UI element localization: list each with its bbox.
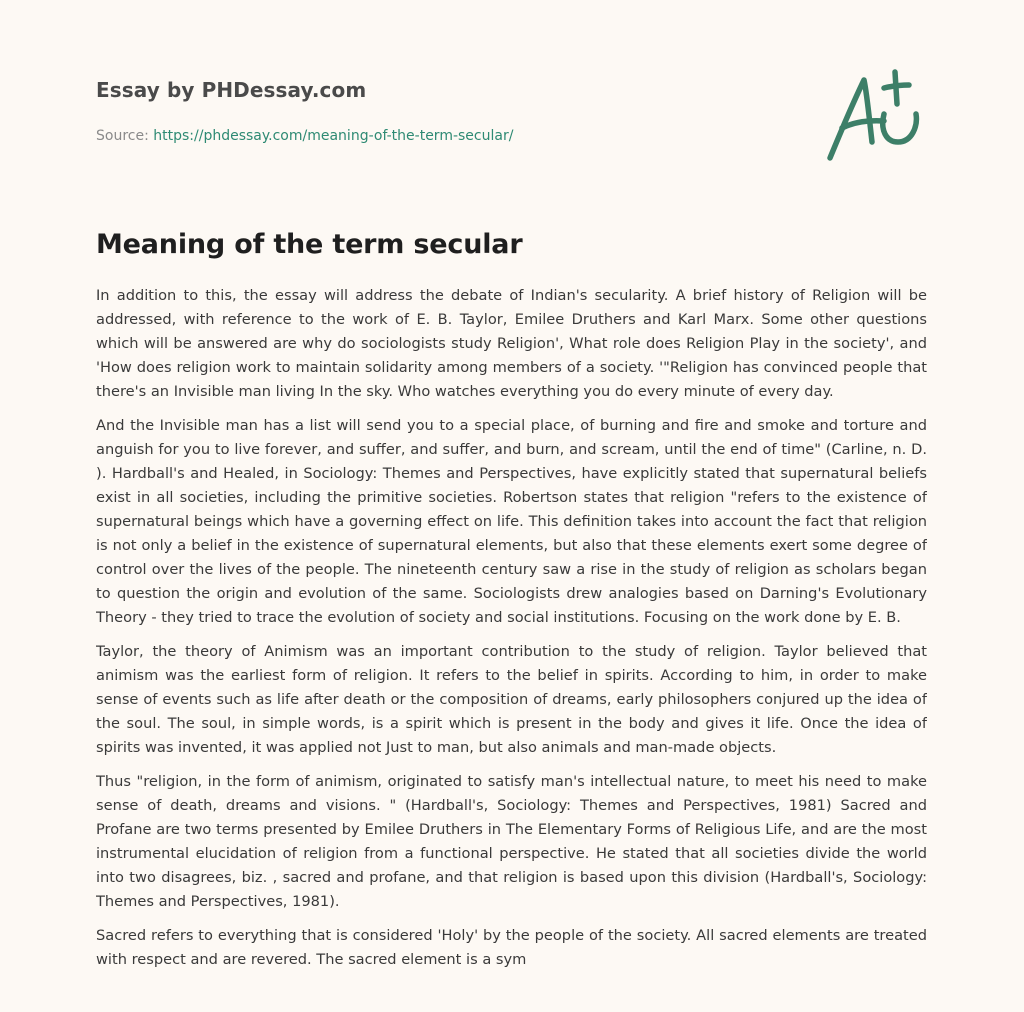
essay-paragraph: Taylor, the theory of Animism was an important contribution to the study of religion. Taylor believed that animism was the earliest form of religion. It refers to the belief in spirits. According to him, in order to make sense of events such as life after death or the composition of dreams, early philosophers conjured up the idea of the soul. The soul, in simple words, is a spirit which is present in the body and gives it life. Once the idea of spirits was invented, it was applied not Just to man, but also animals and man-made objects.: [96, 643, 927, 756]
site-brand: Essay by PHDessay.com: [96, 78, 367, 102]
essay-paragraph: Thus "religion, in the form of animism, originated to satisfy man's intellectual nature, to meet his need to make sense of death, dreams and visions. " (Hardball's, Sociology: Themes and Perspectives, 1981) Sacred and Profane are two terms presented by Emilee Druthers in The Elementary Forms of Religious Life, and are the most instrumental elucidation of religion from a functional perspective. He stated that all societies divide the world into two disagrees, biz. , sacred and profane, and that religion is based upon this division (Hardball's, Sociology: Themes and Perspectives, 1981).: [96, 773, 927, 910]
source-link[interactable]: https://phdessay.com/meaning-of-the-term-secular/: [153, 128, 514, 144]
source-line: [96, 126, 696, 146]
essay-paragraph: In addition to this, the essay will address the debate of Indian's secularity. A brief history of Religion will be addressed, with reference to the work of E. B. Taylor, Emilee Druthers and Karl Marx. Some other questions which will be answered are why do sociologists study Religion', What role does Religion Play in the society', and 'How does religion work to maintain solidarity among members of a society. '"Religion has convinced people that there's an Invisible man living In the sky. Who watches everything you do every minute of every day.: [96, 287, 927, 400]
page-header: [96, 76, 696, 146]
source-label: Source:: [96, 128, 154, 144]
essay-paragraph: Sacred refers to everything that is considered 'Holy' by the people of the society. All sacred elements are treated with respect and are revered. The sacred element is a sym: [96, 927, 927, 968]
essay-title: Meaning of the term secular: [96, 229, 523, 260]
essay-body: [96, 284, 927, 1012]
essay-paragraph: And the Invisible man has a list will send you to a special place, of burning and fire and smoke and torture and anguish for you to live forever, and suffer, and suffer, and burn, and scream, until the end of time" (Carline, n. D. ). Hardball's and Healed, in Sociology: Themes and Perspectives, have explicitly stated that supernatural beliefs exist in all societies, including the primitive societies. Robertson states that religion "refers to the existence of supernatural beings which have a governing effect on life. This definition takes into account the fact that religion is not only a belief in the existence of supernatural elements, but also that these elements exert some degree of control over the lives of the people. The nineteenth century saw a rise in the study of religion as scholars began to question the origin and evolution of the same. Sociologists drew analogies based on Darning's Evolutionary Theory - they tried to trace the evolution of society and social institutions. Focusing on the work done by E. B.: [96, 417, 927, 626]
a-plus-logo-icon: [820, 64, 930, 164]
